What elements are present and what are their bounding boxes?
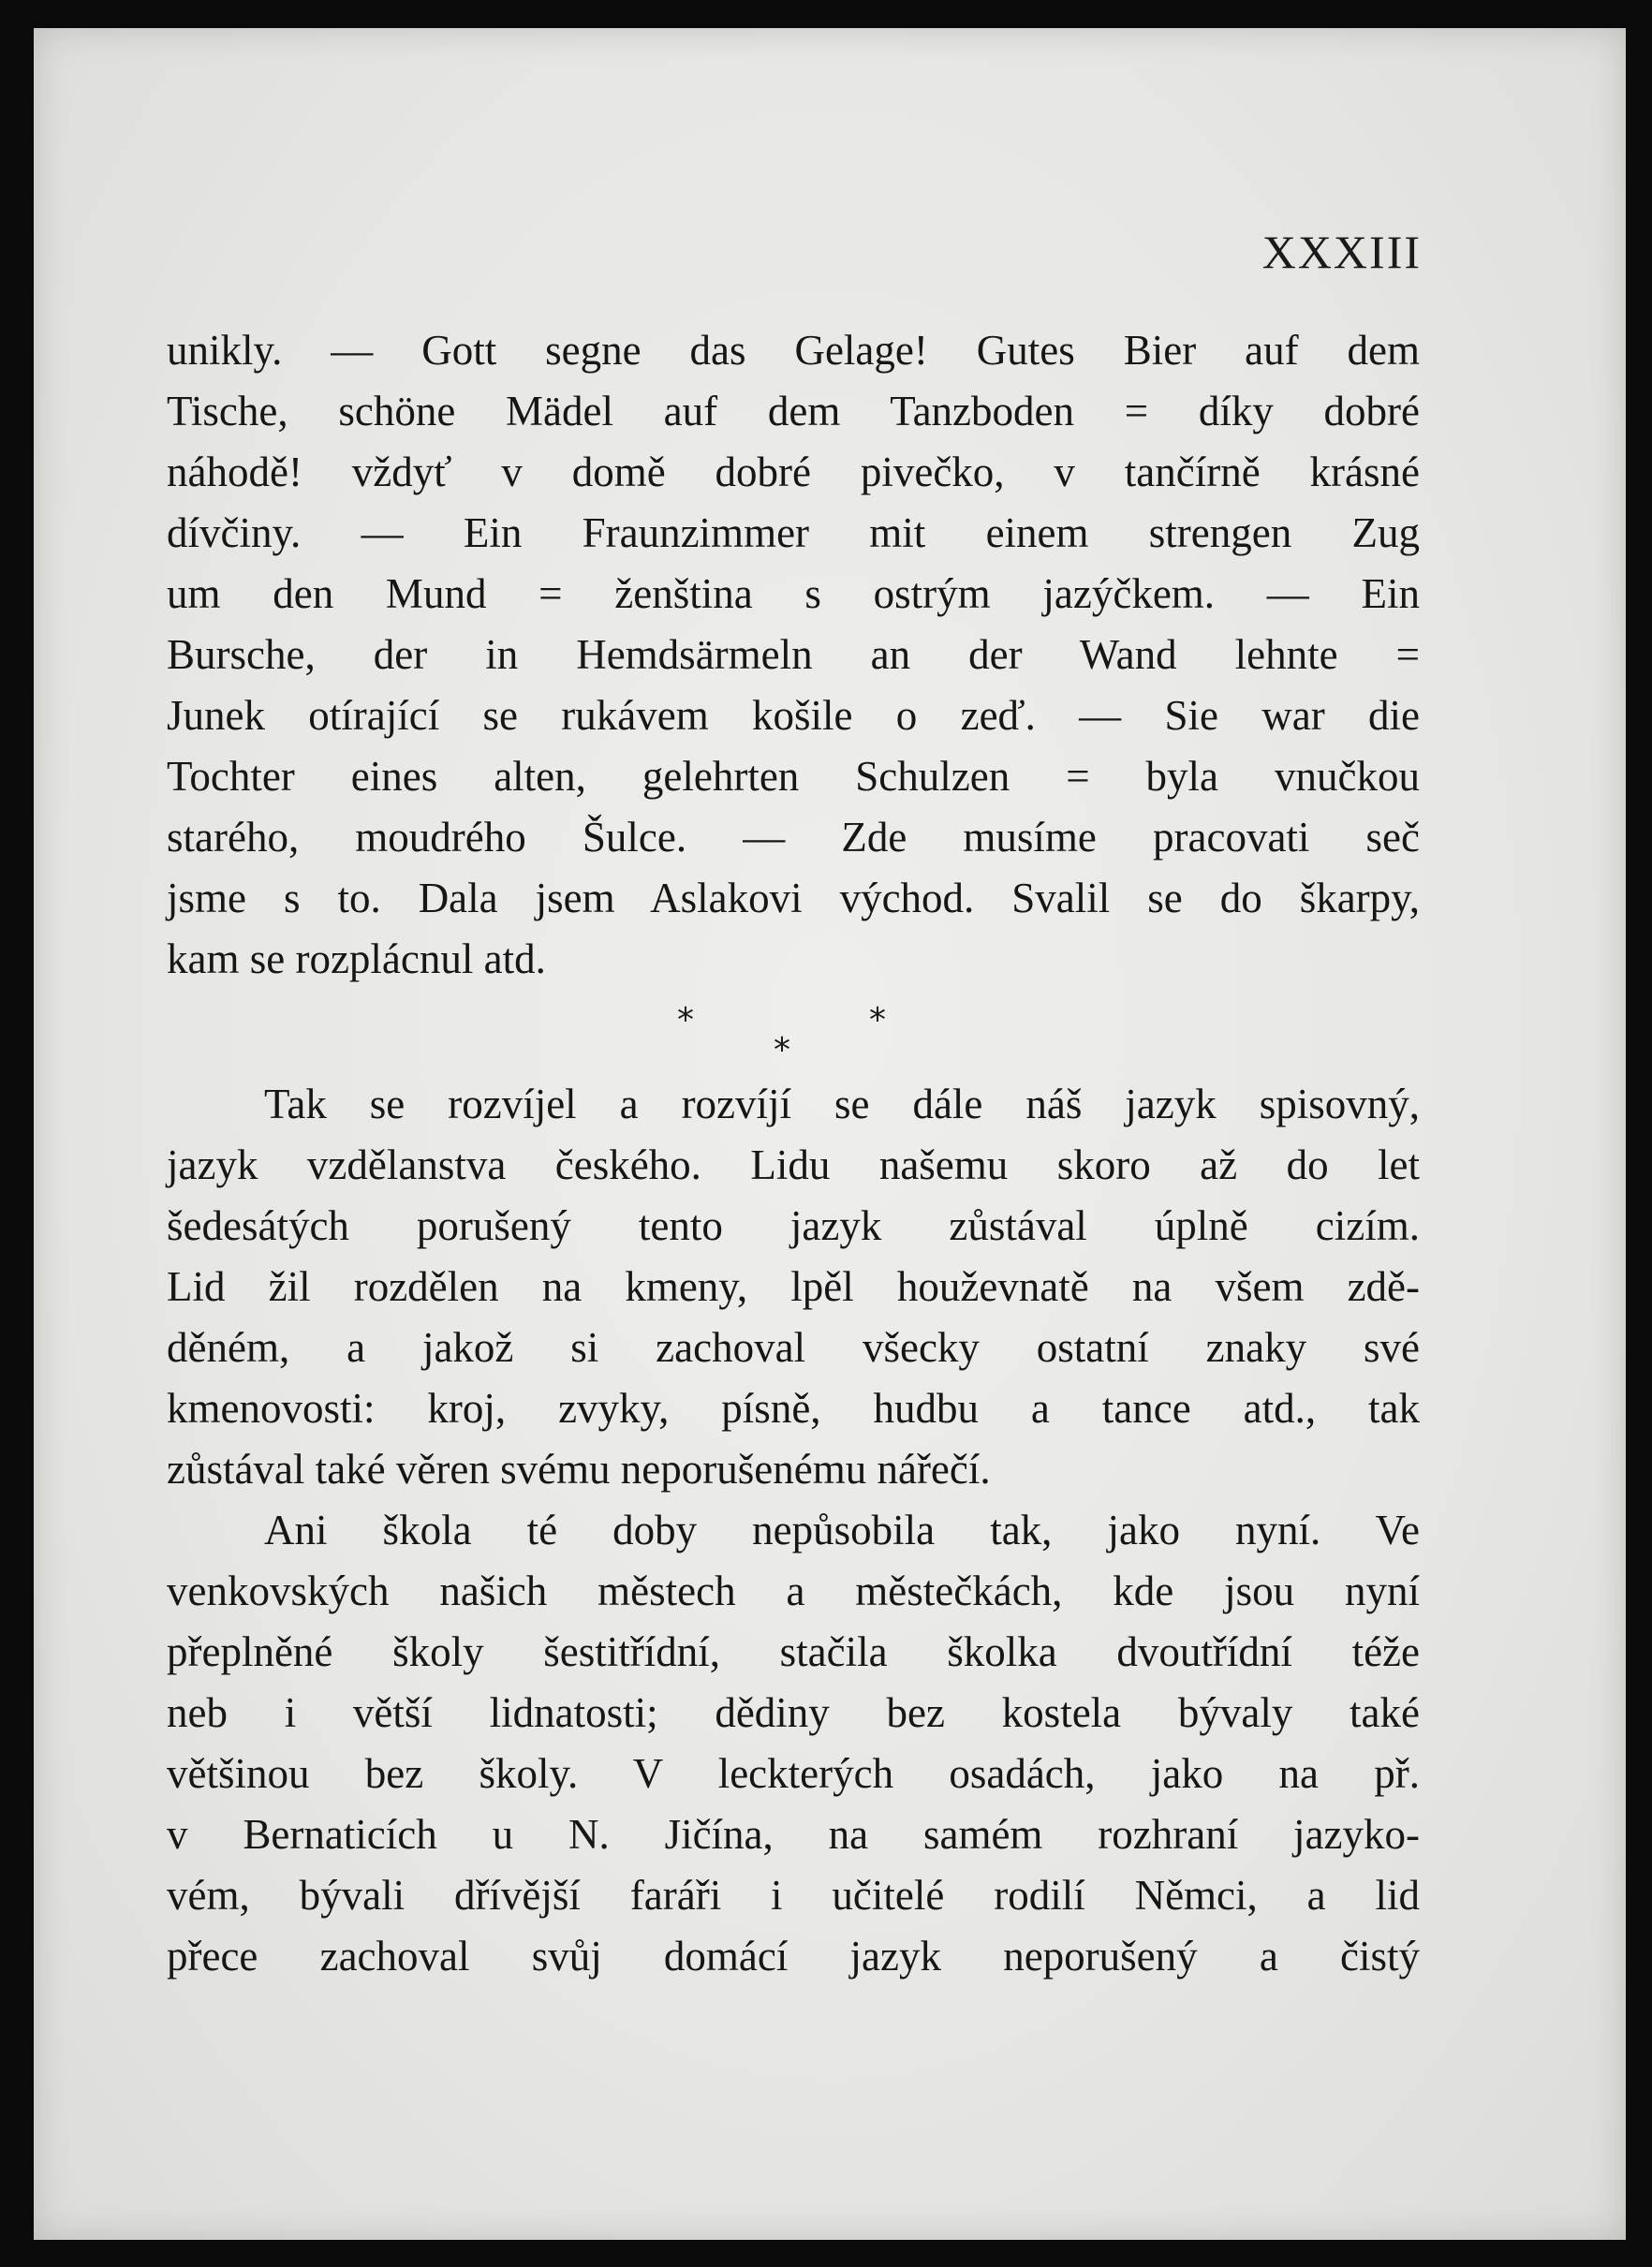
text-line: Junek otírající se rukávem košile o zeď. — Sie war die [167,692,1420,739]
text-line: starého, moudrého Šulce. — Zde musíme pracovati seč [167,814,1420,861]
body-text [167,320,1420,1987]
page-number: XXXIII [1261,226,1422,278]
text-line: Tochter eines alten, gelehrten Schulzen = byla vnučkou [167,753,1420,800]
text-line: neb i větší lidnatosti; dědiny bez kostela bývaly také [167,1689,1420,1736]
asterism-separator [167,990,1420,1074]
text-line: přeplněné školy šestitřídní, stačila školka dvoutřídní téže [167,1628,1420,1675]
text-line: většinou bez školy. V leckterých osadách, jako na př. [167,1750,1420,1797]
text-line: dívčiny. — Ein Fraunzimmer mit einem strengen Zug [167,509,1420,556]
text-line: šedesátých porušený tento jazyk zůstával úplně cizím. [167,1202,1420,1249]
text-line: přece zachoval svůj domácí jazyk neporušený a čistý [167,1933,1420,1980]
text-line: jsme s to. Dala jsem Aslakovi východ. Svalil se do škarpy, [167,875,1420,921]
text-line: náhodě! vždyť v domě dobré pivečko, v tančírně krásné [167,449,1420,495]
text-line: vém, bývali dřívější faráři i učitelé rodilí Němci, a lid [167,1872,1420,1919]
text-line: um den Mund = ženština s ostrým jazýčkem. — Ein [167,570,1420,617]
text-line: Tak se rozvíjel a rozvíjí se dále náš jazyk spisovný, [264,1081,1420,1127]
asterisk: * [774,1031,790,1069]
text-line: děném, a jakož si zachoval všecky ostatní znaky své [167,1324,1420,1371]
asterisk: * [677,1001,694,1039]
paragraph-2 [167,1074,1420,1500]
text-line: Tische, schöne Mädel auf dem Tanzboden = díky dobré [167,388,1420,434]
text-line: kam se rozplácnul atd. [167,935,546,982]
text-line: jazyk vzdělanstva českého. Lidu našemu skoro až do let [167,1141,1420,1188]
text-line: kmenovosti: kroj, zvyky, písně, hudbu a tance atd., tak [167,1385,1420,1432]
text-line: v Bernaticích u N. Jičína, na samém rozhraní jazyko- [167,1811,1420,1858]
text-line: Ani škola té doby nepůsobila tak, jako nyní. Ve [264,1507,1420,1553]
text-line: Bursche, der in Hemdsärmeln an der Wand lehnte = [167,631,1420,678]
paragraph-1 [167,320,1420,990]
text-line: Lid žil rozdělen na kmeny, lpěl houževnatě na všem zdě- [167,1263,1420,1310]
text-line: venkovských našich městech a městečkách, kde jsou nyní [167,1568,1420,1614]
text-line: zůstával také věren svému neporušenému nářečí. [167,1446,991,1493]
paragraph-3 [167,1500,1420,1987]
text-line: unikly. — Gott segne das Gelage! Gutes Bier auf dem [167,327,1420,374]
asterisk: * [869,1001,886,1039]
book-page [34,28,1626,2240]
